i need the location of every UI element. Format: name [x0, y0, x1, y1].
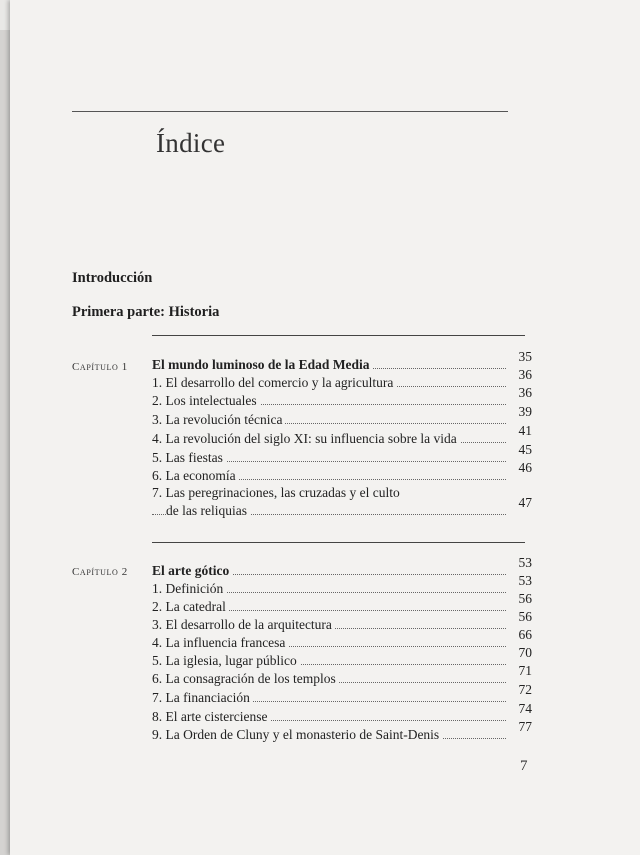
toc-entry-page: 53	[518, 573, 532, 588]
toc-entry-page: 41	[518, 423, 532, 438]
toc-entry-title: 3. La revolución técnica	[152, 411, 285, 429]
toc-entry-page: 56	[518, 591, 532, 606]
toc-entry[interactable]	[152, 385, 532, 410]
chapter-1-rule	[152, 335, 525, 336]
toc-entry-title-continued: de las reliquias	[166, 502, 250, 520]
toc-entry-title: 2. La catedral	[152, 598, 229, 616]
toc-entry[interactable]	[152, 591, 532, 616]
chapter-2-label: Capítulo 2	[72, 566, 128, 578]
toc-entry[interactable]	[152, 627, 532, 652]
toc-entry[interactable]	[152, 423, 532, 448]
toc-entry[interactable]	[152, 442, 532, 467]
toc-entry-page: 71	[518, 663, 532, 678]
toc-entry-title: 7. La financiación	[152, 689, 253, 707]
toc-entry-title: 8. El arte cisterciense	[152, 708, 270, 726]
toc-entry-page: 36	[518, 385, 532, 400]
toc-entry-title: El mundo luminoso de la Edad Media	[152, 356, 373, 374]
toc-entry-page: 46	[518, 460, 532, 475]
toc-entry-title: 5. La iglesia, lugar público	[152, 652, 300, 670]
introduction-heading: Introducción	[72, 270, 153, 286]
part-one-heading: Primera parte: Historia	[72, 304, 220, 320]
chapter-2-rule	[152, 542, 525, 543]
toc-entry[interactable]	[152, 484, 532, 518]
toc-entry-page: 53	[518, 555, 532, 570]
toc-entry[interactable]	[152, 719, 532, 744]
toc-entry-page: 77	[518, 719, 532, 734]
toc-entry[interactable]	[152, 555, 532, 580]
toc-entry-page: 35	[518, 349, 532, 364]
book-edge	[0, 30, 10, 855]
toc-entry-page: 70	[518, 645, 532, 660]
page-number: 7	[520, 758, 528, 774]
toc-entry-title: 2. Los intelectuales	[152, 392, 260, 410]
toc-entry-page: 66	[518, 627, 532, 642]
toc-entry[interactable]	[152, 682, 532, 707]
toc-entry[interactable]	[152, 349, 532, 374]
toc-entry-title: 9. La Orden de Cluny y el monasterio de Saint-Denis	[152, 726, 442, 744]
toc-entry-page: 74	[518, 701, 532, 716]
toc-entry[interactable]	[152, 573, 532, 598]
page-title: Índice	[156, 128, 226, 158]
toc-entry-title: 1. Definición	[152, 580, 226, 598]
book-page	[10, 0, 640, 855]
toc-entry-title: El arte gótico	[152, 562, 232, 580]
toc-entry[interactable]	[152, 645, 532, 670]
toc-entry-title: 6. La economía	[152, 467, 239, 485]
toc-entry-page: 36	[518, 367, 532, 382]
toc-entry[interactable]	[152, 404, 532, 429]
toc-entry-title: 5. Las fiestas	[152, 449, 226, 467]
toc-entry-title: 4. La revolución del siglo XI: su influencia sobre la vida	[152, 430, 460, 448]
toc-entry-page: 39	[518, 404, 532, 419]
chapter-1-label: Capítulo 1	[72, 361, 128, 373]
toc-entry-title: 1. El desarrollo del comercio y la agricultura	[152, 374, 396, 392]
toc-entry-title: 4. La influencia francesa	[152, 634, 288, 652]
toc-entry-page: 45	[518, 442, 532, 457]
toc-entry[interactable]	[152, 609, 532, 634]
toc-entry[interactable]	[152, 460, 532, 485]
toc-entry-title: 6. La consagración de los templos	[152, 670, 339, 688]
toc-entry[interactable]	[152, 663, 532, 688]
toc-entry-title: 3. El desarrollo de la arquitectura	[152, 616, 335, 634]
toc-entry-page: 72	[518, 682, 532, 697]
toc-entry[interactable]	[152, 367, 532, 392]
toc-entry[interactable]	[152, 701, 532, 726]
title-rule	[72, 111, 508, 112]
toc-entry-page: 56	[518, 609, 532, 624]
toc-entry-title: 7. Las peregrinaciones, las cruzadas y el culto	[152, 484, 403, 502]
toc-entry-page: 47	[518, 495, 532, 510]
